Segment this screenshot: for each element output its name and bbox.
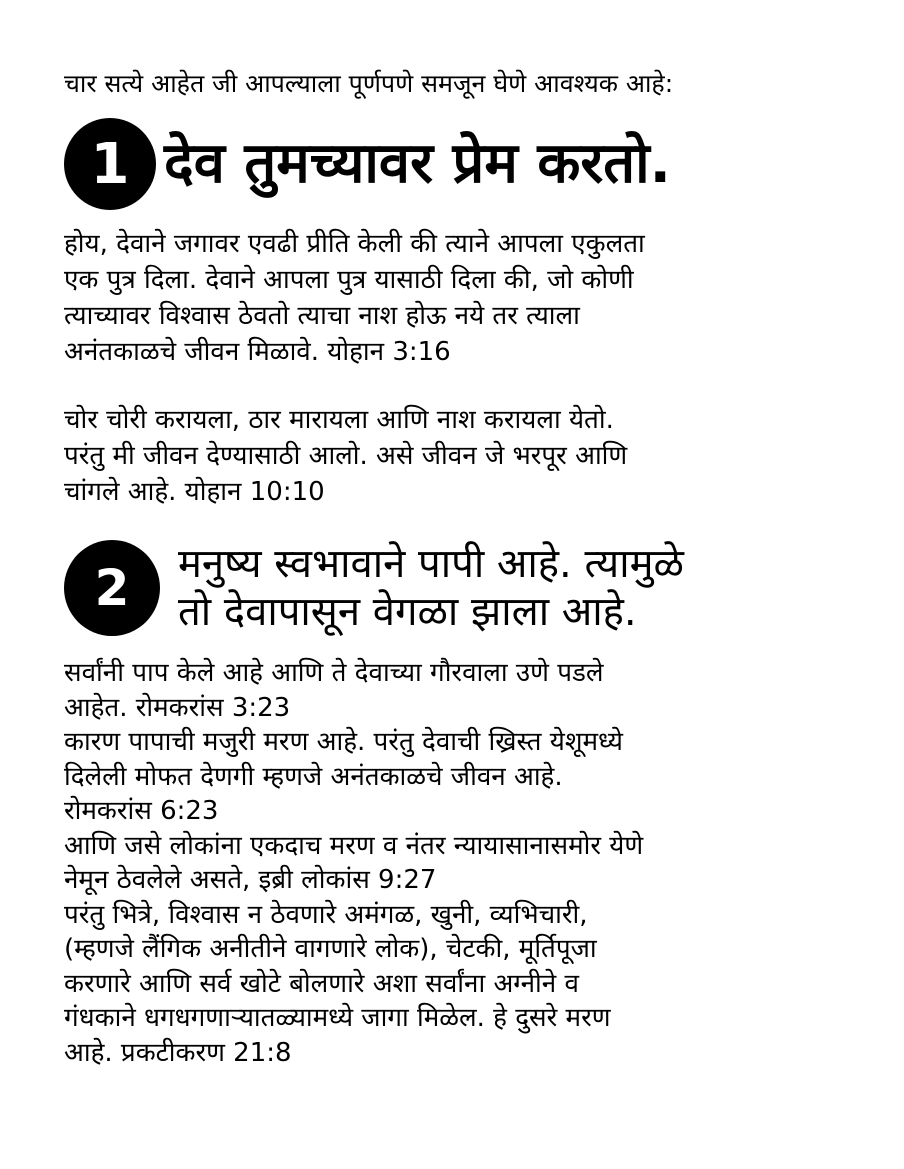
- point-1-title: देव तुमच्यावर प्रेम करतो.: [164, 131, 671, 196]
- paragraph-line: दिलेली मोफत देणगी म्हणजे अनंतकाळचे जीवन आहे.: [64, 761, 563, 792]
- paragraph-line: करणारे आणि सर्व खोटे बोलणारे अशा सर्वांना अग्नीने व: [64, 968, 579, 999]
- paragraph-line: (म्हणजे लैंगिक अनीतीने वागणारे लोक), चेटकी, मूर्तिपूजा: [64, 934, 597, 964]
- point-1-heading: [64, 118, 671, 210]
- number-badge-2: 2: [64, 540, 160, 636]
- point-2-title-line: तो देवापासून वेगळा झाला आहे.: [178, 589, 637, 635]
- paragraph-sin-verses: [64, 656, 864, 1070]
- paragraph-line: आणि जसे लोकांना एकदाच मरण व नंतर न्यायासानासमोर येणे: [64, 830, 644, 861]
- paragraph-line: गंधकाने धगधगणाऱ्यातळ्यामध्ये जागा मिळेल. हे दुसरे मरण: [64, 1003, 611, 1033]
- number-badge-1: 1: [64, 118, 156, 210]
- paragraph-line: अनंतकाळचे जीवन मिळावे. योहान 3:16: [64, 337, 451, 367]
- point-2-title-line: मनुष्य स्वभावाने पापी आहे. त्यामुळे: [178, 541, 684, 587]
- paragraph-line: त्याच्यावर विश्वास ठेवतो त्याचा नाश होऊ नये तर त्याला: [64, 301, 580, 331]
- paragraph-line: सर्वांनी पाप केले आहे आणि ते देवाच्या गौरवाला उणे पडले: [64, 658, 604, 688]
- point-2-title: [178, 540, 684, 636]
- paragraph-line: आहेत. रोमकरांस 3:23: [64, 692, 291, 723]
- paragraph-line: रोमकरांस 6:23: [64, 796, 219, 826]
- paragraph-line: चांगले आहे. योहान 10:10: [64, 477, 325, 507]
- paragraph-line: होय, देवाने जगावर एवढी प्रीति केली की त्याने आपला एकुलता: [64, 229, 645, 259]
- paragraph-line: परंतु भित्रे, विश्वास न ठेवणारे अमंगळ, खुनी, व्यभिचारी,: [64, 899, 588, 930]
- paragraph-line: परंतु मी जीवन देण्यासाठी आलो. असे जीवन जे भरपूर आणि: [64, 441, 628, 471]
- point-2-heading: [64, 540, 684, 636]
- paragraph-line: एक पुत्र दिला. देवाने आपला पुत्र यासाठी दिला की, जो कोणी: [64, 265, 634, 295]
- intro-text: चार सत्ये आहेत जी आपल्याला पूर्णपणे समजून घेणे आवश्यक आहे:: [64, 69, 674, 98]
- paragraph-line: नेमून ठेवलेले असते, इब्री लोकांस 9:27: [64, 865, 437, 895]
- paragraph-thief-verse: [64, 402, 864, 510]
- paragraph-line: चोर चोरी करायला, ठार मारायला आणि नाश करायला येतो.: [64, 405, 614, 435]
- paragraph-love-verse: [64, 226, 864, 370]
- paragraph-line: कारण पापाची मजुरी मरण आहे. परंतु देवाची ख्रिस्त येशूमध्ये: [64, 727, 623, 757]
- paragraph-line: आहे. प्रकटीकरण 21:8: [64, 1037, 292, 1068]
